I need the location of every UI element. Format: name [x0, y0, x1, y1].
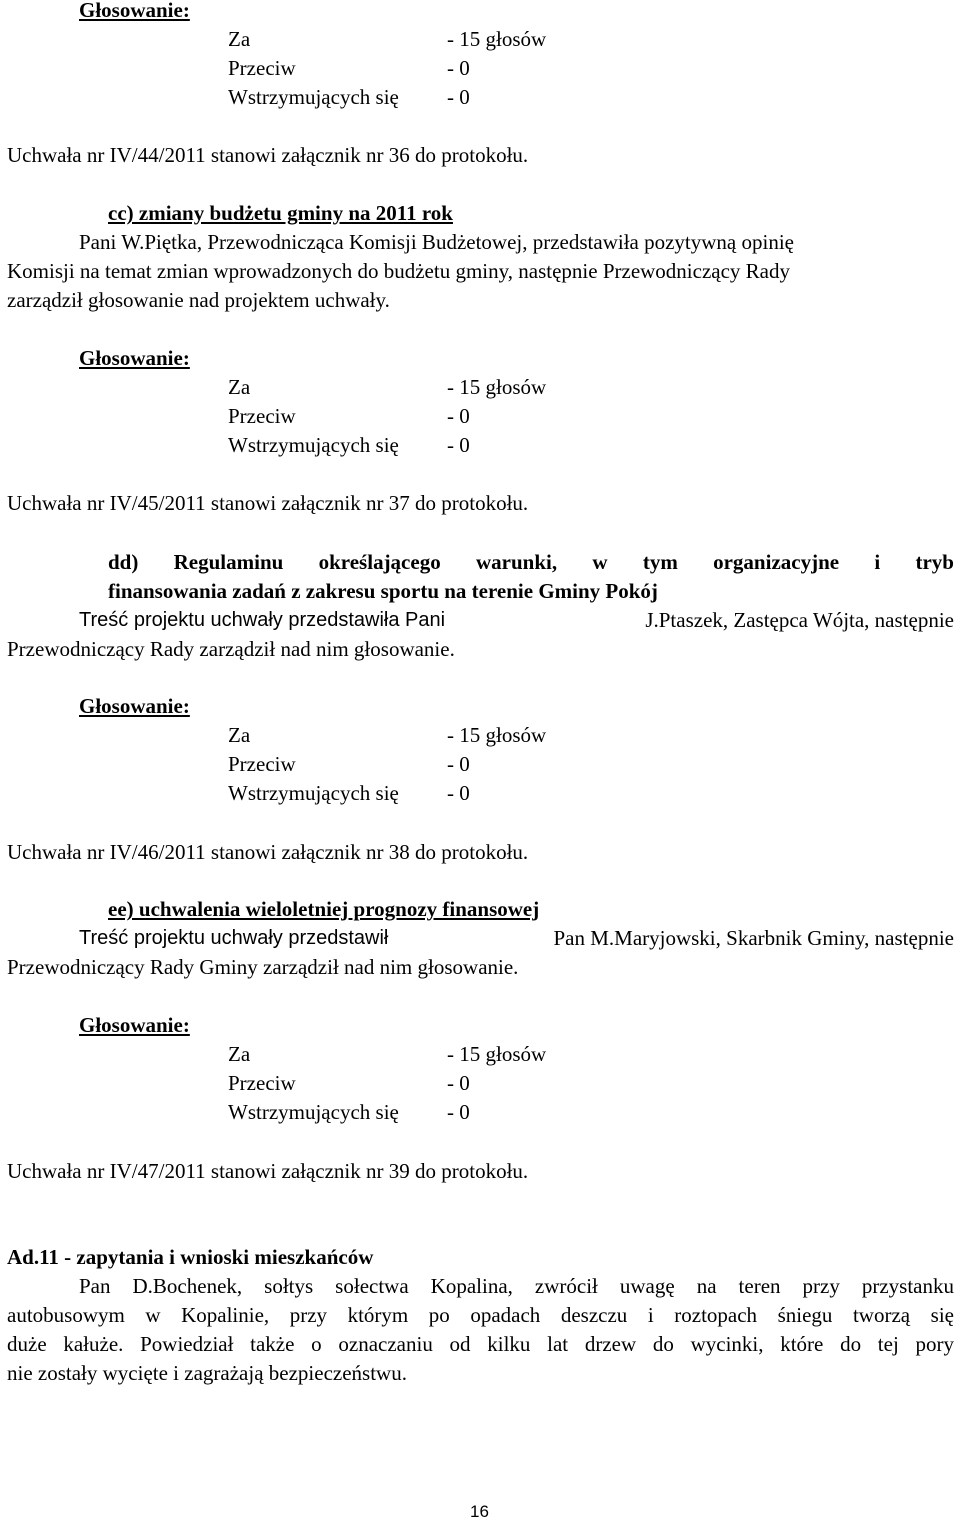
paragraph-line: autobusowym w Kopalinie, przy którym po opadach deszczu i roztopach śniegu tworzą się [7, 1303, 954, 1327]
vote-against-value: - 0 [447, 1071, 470, 1095]
paragraph-fragment: Treść projektu uchwały przedstawił [79, 927, 389, 949]
paragraph-line: zarządził głosowanie nad projektem uchwały. [7, 288, 390, 312]
vote-abstain-value: - 0 [447, 433, 470, 457]
section-heading-dd-continued: finansowania zadań z zakresu sportu na terenie Gminy Pokój [108, 579, 658, 603]
paragraph-line [79, 924, 954, 953]
paragraph-line: Pani W.Piętka, Przewodnicząca Komisji Budżetowej, przedstawiła pozytywną opinię [79, 230, 794, 254]
vote-against-value: - 0 [447, 404, 470, 428]
paragraph-line [79, 606, 954, 635]
paragraph-fragment: J.Ptaszek, Zastępca Wójta, następnie [645, 608, 954, 632]
section-heading-ee: ee) uchwalenia wieloletniej prognozy finansowej [108, 897, 540, 921]
paragraph-line: Przewodniczący Rady zarządził nad nim głosowanie. [7, 637, 455, 661]
vote-for-value: - 15 głosów [447, 27, 547, 51]
vote-for-label: Za [228, 27, 251, 51]
page-number: 16 [470, 1502, 489, 1521]
paragraph-line: duże kałuże. Powiedział także o oznaczaniu od kilku lat drzew do wycinki, które do tej pory [7, 1332, 954, 1356]
voting-heading: Głosowanie: [79, 1013, 190, 1037]
voting-heading: Głosowanie: [79, 0, 190, 22]
vote-abstain-value: - 0 [447, 1100, 470, 1124]
resolution-note: Uchwała nr IV/45/2011 stanowi załącznik nr 37 do protokołu. [7, 491, 529, 515]
vote-abstain-value: - 0 [447, 781, 470, 805]
paragraph-fragment: Pan M.Maryjowski, Skarbnik Gminy, następnie [553, 926, 954, 950]
paragraph-line: Przewodniczący Rady Gminy zarządził nad nim głosowanie. [7, 955, 519, 979]
vote-for-value: - 15 głosów [447, 723, 547, 747]
vote-against-value: - 0 [447, 752, 470, 776]
vote-for-label: Za [228, 723, 251, 747]
resolution-note: Uchwała nr IV/44/2011 stanowi załącznik nr 36 do protokołu. [7, 143, 529, 167]
vote-abstain-value: - 0 [447, 85, 470, 109]
vote-abstain-label: Wstrzymujących się [228, 85, 399, 109]
vote-abstain-label: Wstrzymujących się [228, 781, 399, 805]
vote-against-label: Przeciw [228, 56, 296, 80]
vote-against-label: Przeciw [228, 404, 296, 428]
section-heading-cc: cc) zmiany budżetu gminy na 2011 rok [108, 201, 453, 225]
vote-against-label: Przeciw [228, 752, 296, 776]
resolution-note: Uchwała nr IV/46/2011 stanowi załącznik nr 38 do protokołu. [7, 840, 529, 864]
paragraph-line: Komisji na temat zmian wprowadzonych do budżetu gminy, następnie Przewodniczący Rady [7, 259, 790, 283]
vote-for-label: Za [228, 375, 251, 399]
vote-for-value: - 15 głosów [447, 1042, 547, 1066]
vote-for-value: - 15 głosów [447, 375, 547, 399]
vote-against-label: Przeciw [228, 1071, 296, 1095]
section-heading-ad11: Ad.11 - zapytania i wnioski mieszkańców [7, 1245, 374, 1269]
voting-heading: Głosowanie: [79, 346, 190, 370]
vote-abstain-label: Wstrzymujących się [228, 433, 399, 457]
paragraph-line: nie zostały wycięte i zagrażają bezpieczeństwu. [7, 1361, 407, 1385]
section-heading-dd: dd) Regulaminu określającego warunki, w tym organizacyjne i tryb [108, 550, 954, 574]
paragraph-line: Pan D.Bochenek, sołtys sołectwa Kopalina, zwrócił uwagę na teren przy przystanku [79, 1274, 954, 1298]
resolution-note: Uchwała nr IV/47/2011 stanowi załącznik nr 39 do protokołu. [7, 1159, 529, 1183]
vote-for-label: Za [228, 1042, 251, 1066]
vote-against-value: - 0 [447, 56, 470, 80]
paragraph-fragment: Treść projektu uchwały przedstawiła Pani [79, 609, 446, 631]
vote-abstain-label: Wstrzymujących się [228, 1100, 399, 1124]
voting-heading: Głosowanie: [79, 694, 190, 718]
